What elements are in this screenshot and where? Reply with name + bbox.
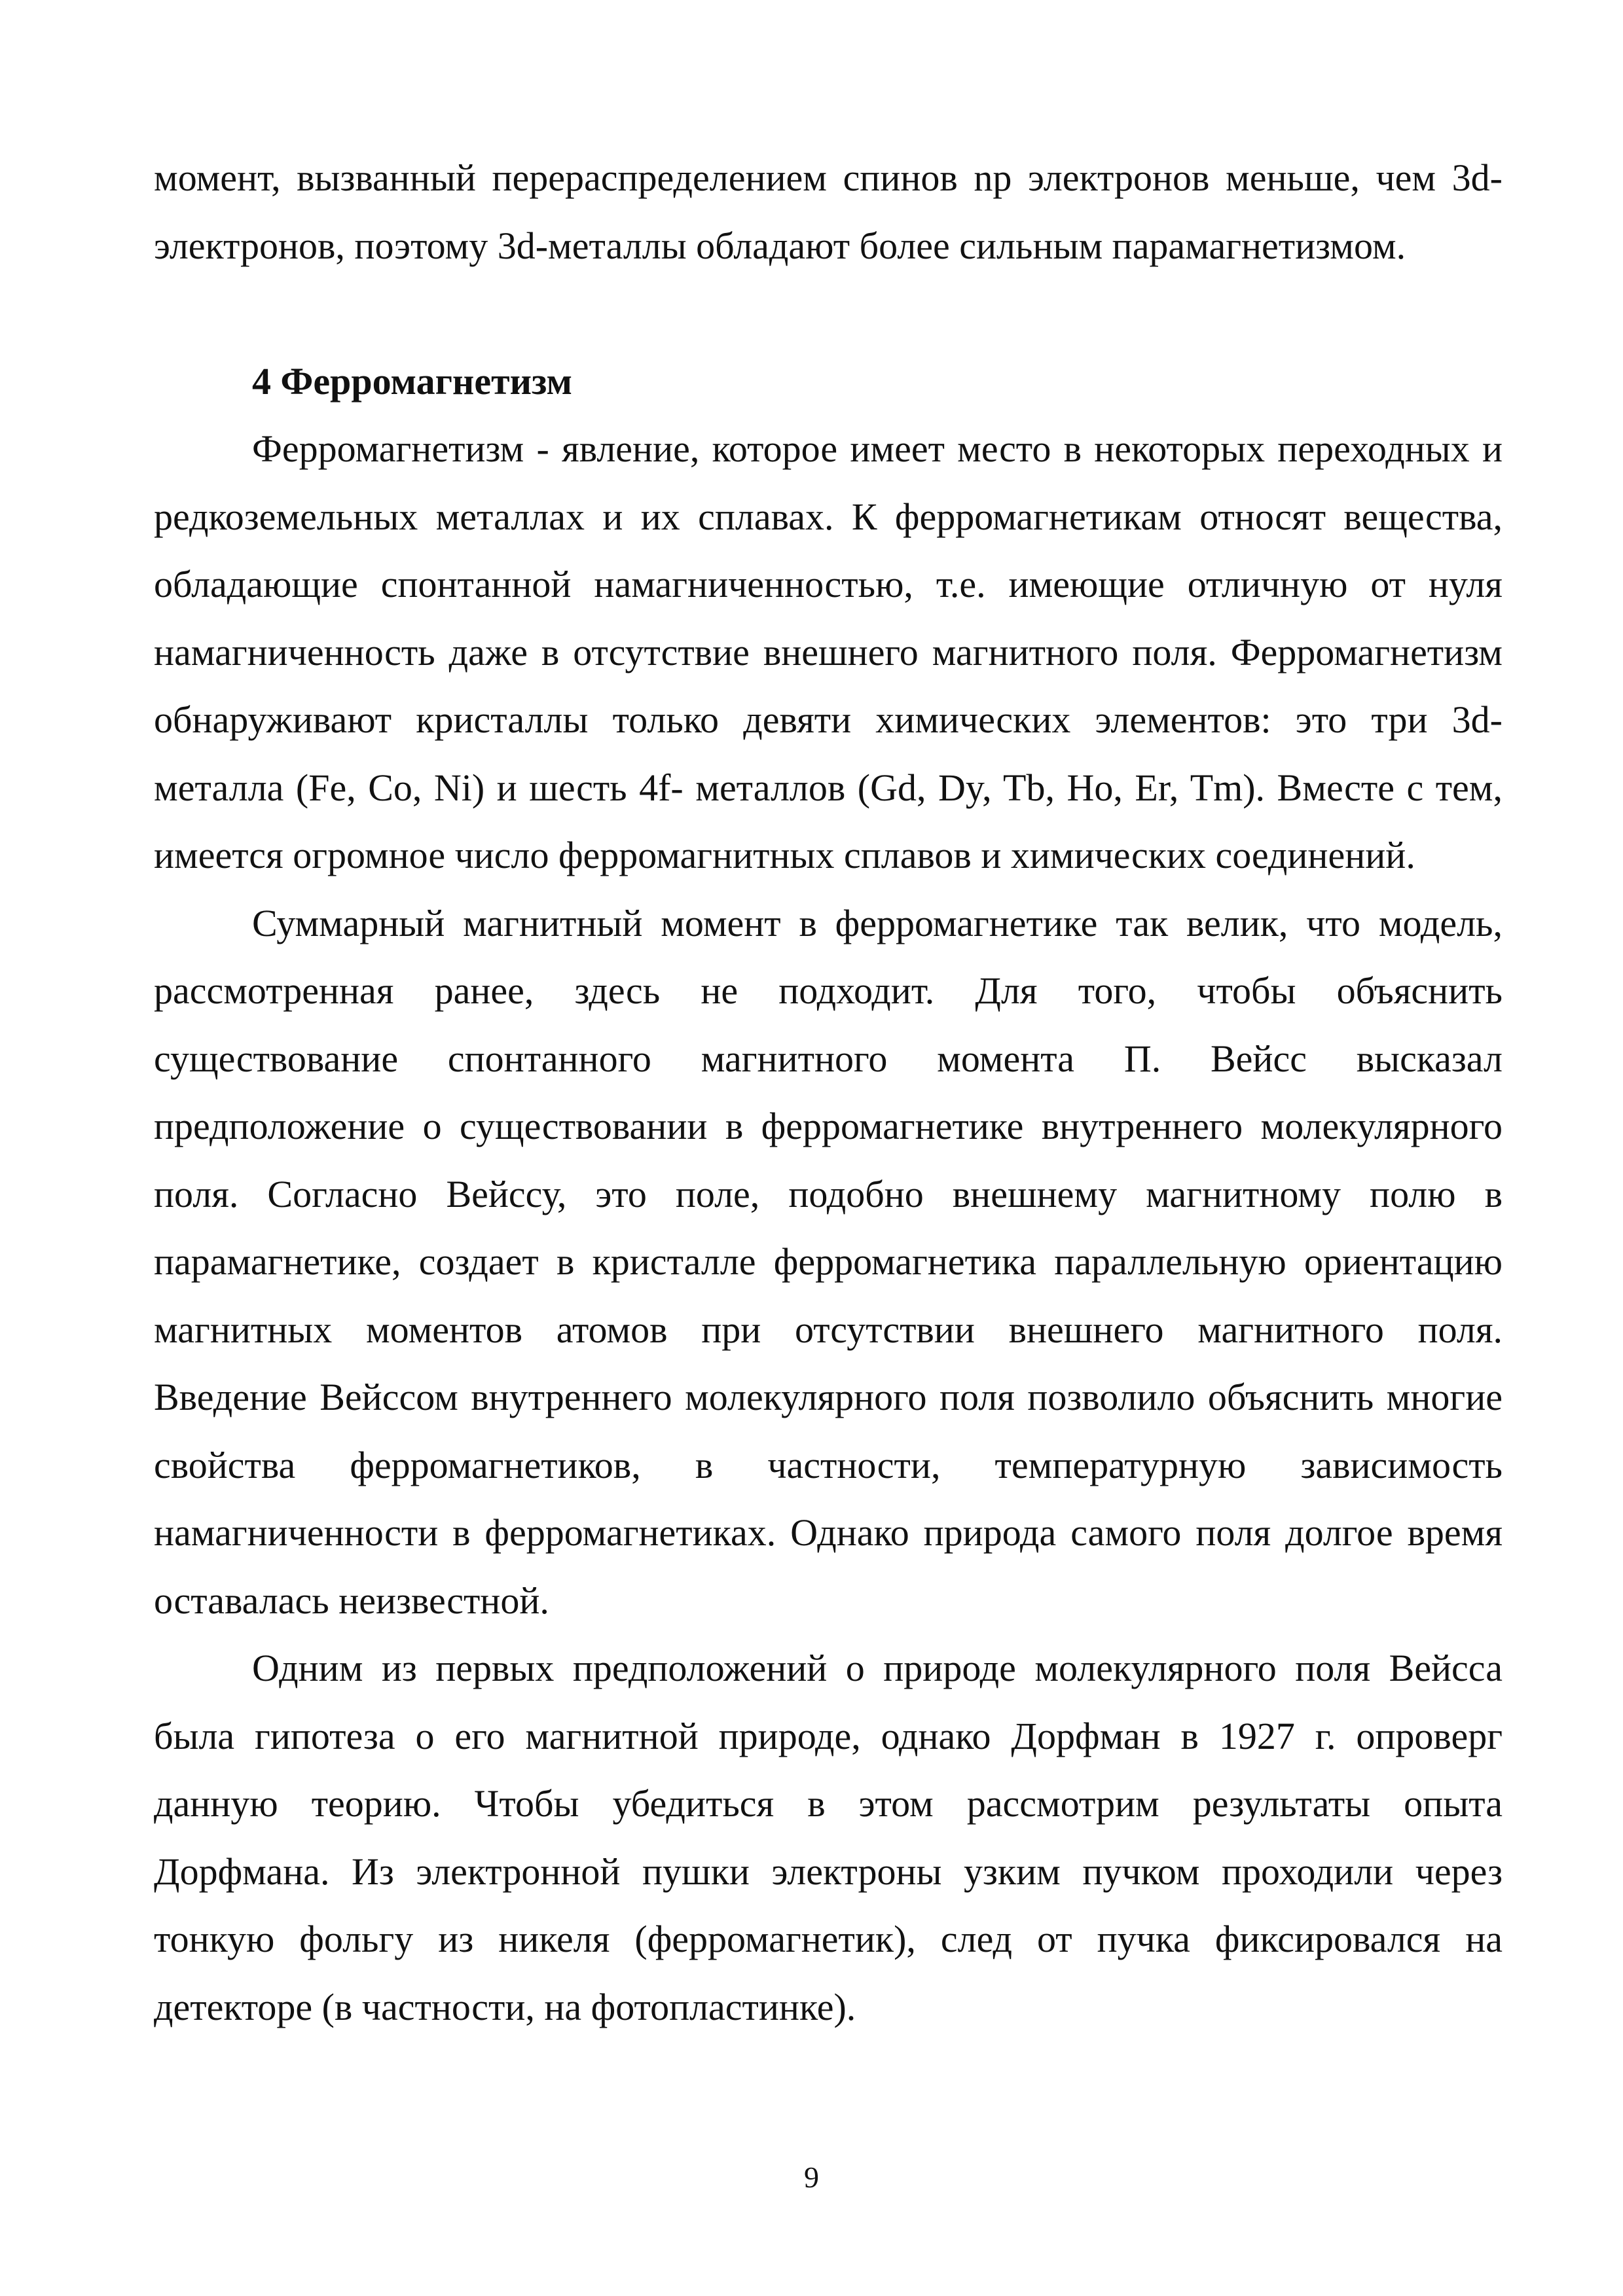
text-line: поля. Согласно Вейссу, это поле, подобно внешнему магнитному полю в xyxy=(154,1172,1503,1215)
section-heading: 4 Ферромагнетизм xyxy=(252,359,572,403)
text-line: обладающие спонтанной намагниченностью, т.е. имеющие отличную от нуля xyxy=(154,563,1503,605)
text-line: оставалась неизвестной. xyxy=(154,1579,549,1622)
text-line: намагниченность даже в отсутствие внешнего магнитного поля. Ферромагнетизм xyxy=(154,630,1503,673)
text-line: тонкую фольгу из никеля (ферромагнетик), след от пучка фиксировался на xyxy=(154,1918,1503,1960)
paragraph-dorfman-experiment xyxy=(154,1634,1503,2041)
text-line: была гипотеза о его магнитной природе, однако Дорфман в 1927 г. опроверг xyxy=(154,1714,1503,1757)
paragraph-weiss-field xyxy=(154,889,1503,1635)
text-line: магнитных моментов атомов при отсутствии внешнего магнитного поля. xyxy=(154,1308,1503,1351)
text-line: обнаруживают кристаллы только девяти химических элементов: это три 3d- xyxy=(154,698,1503,741)
text-line: Ферромагнетизм - явление, которое имеет место в некоторых переходных и xyxy=(252,427,1503,470)
text-line: детекторе (в частности, на фотопластинке). xyxy=(154,1985,856,2028)
text-line: момент, вызванный перераспределением спинов np электронов меньше, чем 3d- xyxy=(154,156,1503,199)
text-line: существование спонтанного магнитного момента П. Вейсс высказал xyxy=(154,1037,1503,1080)
text-line: редкоземельных металлах и их сплавах. К ферромагнетикам относят вещества, xyxy=(154,495,1503,538)
text-line: рассмотренная ранее, здесь не подходит. Для того, чтобы объяснить xyxy=(154,969,1503,1012)
text-line: имеется огромное число ферромагнитных сплавов и химических соединений. xyxy=(154,834,1415,876)
continuation-paragraph xyxy=(154,144,1503,279)
document-page xyxy=(154,144,1503,2041)
text-line: электронов, поэтому 3d-металлы обладают более сильным парамагнетизмом. xyxy=(154,224,1406,267)
paragraph-ferromagnetism-definition xyxy=(154,415,1503,889)
text-line: данную теорию. Чтобы убедиться в этом рассмотрим результаты опыта xyxy=(154,1782,1503,1825)
spacer xyxy=(154,279,1503,348)
text-line: Одним из первых предположений о природе молекулярного поля Вейсса xyxy=(252,1647,1503,1689)
text-line: намагниченности в ферромагнетиках. Однако природа самого поля долгое время xyxy=(154,1511,1503,1554)
text-line: Введение Вейссом внутреннего молекулярного поля позволило объяснить многие xyxy=(154,1376,1503,1418)
text-line: парамагнетике, создает в кристалле ферромагнетика параллельную ориентацию xyxy=(154,1240,1503,1283)
text-line: свойства ферромагнетиков, в частности, температурную зависимость xyxy=(154,1443,1503,1486)
page-number: 9 xyxy=(804,2161,819,2194)
text-line: Суммарный магнитный момент в ферромагнетике так велик, что модель, xyxy=(252,901,1503,944)
text-line: металла (Fe, Co, Ni) и шесть 4f- металлов (Gd, Dy, Tb, Ho, Er, Tm). Вместе с тем, xyxy=(154,766,1503,809)
text-line: Дорфмана. Из электронной пушки электроны узким пучком проходили через xyxy=(154,1850,1503,1893)
text-line: предположение о существовании в ферромагнетике внутреннего молекулярного xyxy=(154,1105,1503,1147)
